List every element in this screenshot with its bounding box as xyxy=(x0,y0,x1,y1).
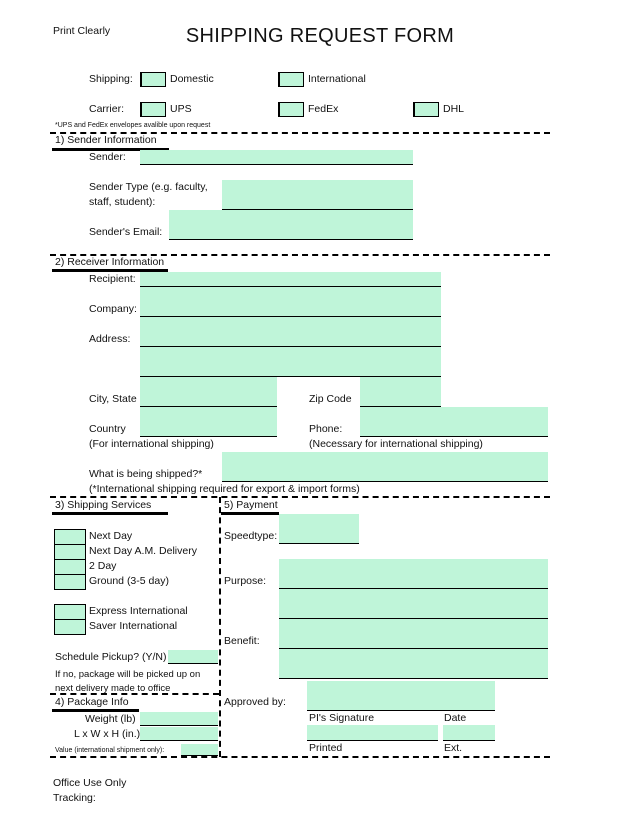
weight-input[interactable] xyxy=(140,712,218,726)
sender-email-label: Sender's Email: xyxy=(89,226,163,238)
country-label: Country xyxy=(89,423,126,435)
zip-code-label: Zip Code xyxy=(309,393,352,405)
section-divider xyxy=(50,756,550,758)
sender-email-input[interactable] xyxy=(169,210,413,240)
approved-by-label: Approved by: xyxy=(224,696,286,708)
city-state-input[interactable] xyxy=(140,377,277,407)
address-input-line2[interactable] xyxy=(140,347,441,377)
date-label: Date xyxy=(444,712,467,724)
sender-type-label-line1: Sender Type (e.g. faculty, xyxy=(89,181,208,193)
dimensions-input[interactable] xyxy=(140,727,218,741)
section-heading-underline xyxy=(52,709,139,712)
domestic-checkbox[interactable] xyxy=(140,72,166,87)
two-day-label: 2 Day xyxy=(89,560,117,572)
phone-input[interactable] xyxy=(360,407,548,437)
what-shipped-note: (*International shipping required for export & import forms) xyxy=(89,483,360,495)
speedtype-input[interactable] xyxy=(279,514,359,544)
print-clearly-note: Print Clearly xyxy=(53,25,111,37)
express-international-checkbox[interactable] xyxy=(54,604,86,620)
company-input[interactable] xyxy=(140,287,441,317)
country-input[interactable] xyxy=(140,407,277,437)
next-day-am-checkbox[interactable] xyxy=(54,544,86,560)
printed-name-input[interactable] xyxy=(307,725,438,741)
section-divider xyxy=(50,496,550,498)
next-day-label: Next Day xyxy=(89,530,133,542)
international-checkbox[interactable] xyxy=(278,72,304,87)
office-use-label: Office Use Only xyxy=(53,777,127,789)
two-day-checkbox[interactable] xyxy=(54,559,86,575)
saver-international-label: Saver International xyxy=(89,620,178,632)
carrier-label: Carrier: xyxy=(89,103,125,115)
shipping-label: Shipping: xyxy=(89,73,133,85)
purpose-label: Purpose: xyxy=(224,575,267,587)
sender-section-heading: 1) Sender Information xyxy=(55,134,157,146)
phone-note: (Necessary for international shipping) xyxy=(309,438,483,450)
extension-input[interactable] xyxy=(443,725,495,741)
city-state-label: City, State xyxy=(89,393,137,405)
ups-option-label: UPS xyxy=(170,103,192,115)
benefit-label: Benefit: xyxy=(224,635,260,647)
international-option-label: International xyxy=(308,73,366,85)
phone-label: Phone: xyxy=(309,423,343,435)
value-input[interactable] xyxy=(181,744,218,756)
express-international-label: Express International xyxy=(89,605,188,617)
purpose-input-line2[interactable] xyxy=(279,589,548,619)
benefit-input-line1[interactable] xyxy=(279,619,548,649)
next-day-am-label: Next Day A.M. Delivery xyxy=(89,545,197,557)
printed-label: Printed xyxy=(309,742,343,754)
section-divider xyxy=(50,693,219,695)
fedex-checkbox[interactable] xyxy=(278,102,304,117)
ext-label: Ext. xyxy=(444,742,463,754)
saver-international-checkbox[interactable] xyxy=(54,619,86,635)
what-shipped-input[interactable] xyxy=(222,452,548,482)
next-day-checkbox[interactable] xyxy=(54,529,86,545)
ground-checkbox[interactable] xyxy=(54,574,86,590)
fedex-option-label: FedEx xyxy=(308,103,339,115)
recipient-input[interactable] xyxy=(140,272,441,287)
page-title: SHIPPING REQUEST FORM xyxy=(185,25,455,47)
dimensions-label: L x W x H (in.) xyxy=(74,728,141,740)
country-note: (For international shipping) xyxy=(89,438,214,450)
sender-type-input[interactable] xyxy=(222,180,413,210)
pi-signature-label: PI's Signature xyxy=(309,712,375,724)
column-divider xyxy=(219,497,221,757)
ground-label: Ground (3-5 day) xyxy=(89,575,169,587)
envelope-note: *UPS and FedEx envelopes avalible upon request xyxy=(55,122,211,129)
sender-label: Sender: xyxy=(89,151,126,163)
schedule-pickup-input[interactable] xyxy=(168,650,218,664)
dhl-option-label: DHL xyxy=(443,103,465,115)
company-label: Company: xyxy=(89,303,137,315)
schedule-pickup-label: Schedule Pickup? (Y/N) xyxy=(55,651,167,663)
what-shipped-label: What is being shipped?* xyxy=(89,468,203,480)
sender-type-label-line2: staff, student): xyxy=(89,196,156,208)
pickup-note-line2: next delivery made to office xyxy=(55,683,171,694)
tracking-label: Tracking: xyxy=(53,792,96,804)
services-section-heading: 3) Shipping Services xyxy=(55,499,152,511)
ups-checkbox[interactable] xyxy=(140,102,166,117)
domestic-option-label: Domestic xyxy=(170,73,214,85)
value-label: Value (international shipment only): xyxy=(55,747,165,754)
section-heading-underline xyxy=(221,512,279,515)
section-heading-underline xyxy=(52,512,168,515)
sender-input[interactable] xyxy=(140,150,413,165)
package-section-heading: 4) Package Info xyxy=(55,696,129,708)
address-label: Address: xyxy=(89,333,131,345)
purpose-input-line1[interactable] xyxy=(279,559,548,589)
address-input-line1[interactable] xyxy=(140,317,441,347)
approved-by-input[interactable] xyxy=(307,681,495,711)
payment-section-heading: 5) Payment xyxy=(224,499,278,511)
weight-label: Weight (lb) xyxy=(85,713,136,725)
receiver-section-heading: 2) Receiver Information xyxy=(55,256,165,268)
recipient-label: Recipient: xyxy=(89,273,136,285)
dhl-checkbox[interactable] xyxy=(413,102,439,117)
zip-code-input[interactable] xyxy=(360,377,441,407)
speedtype-label: Speedtype: xyxy=(224,530,278,542)
benefit-input-line2[interactable] xyxy=(279,649,548,679)
pickup-note-line1: If no, package will be picked up on xyxy=(55,669,201,680)
